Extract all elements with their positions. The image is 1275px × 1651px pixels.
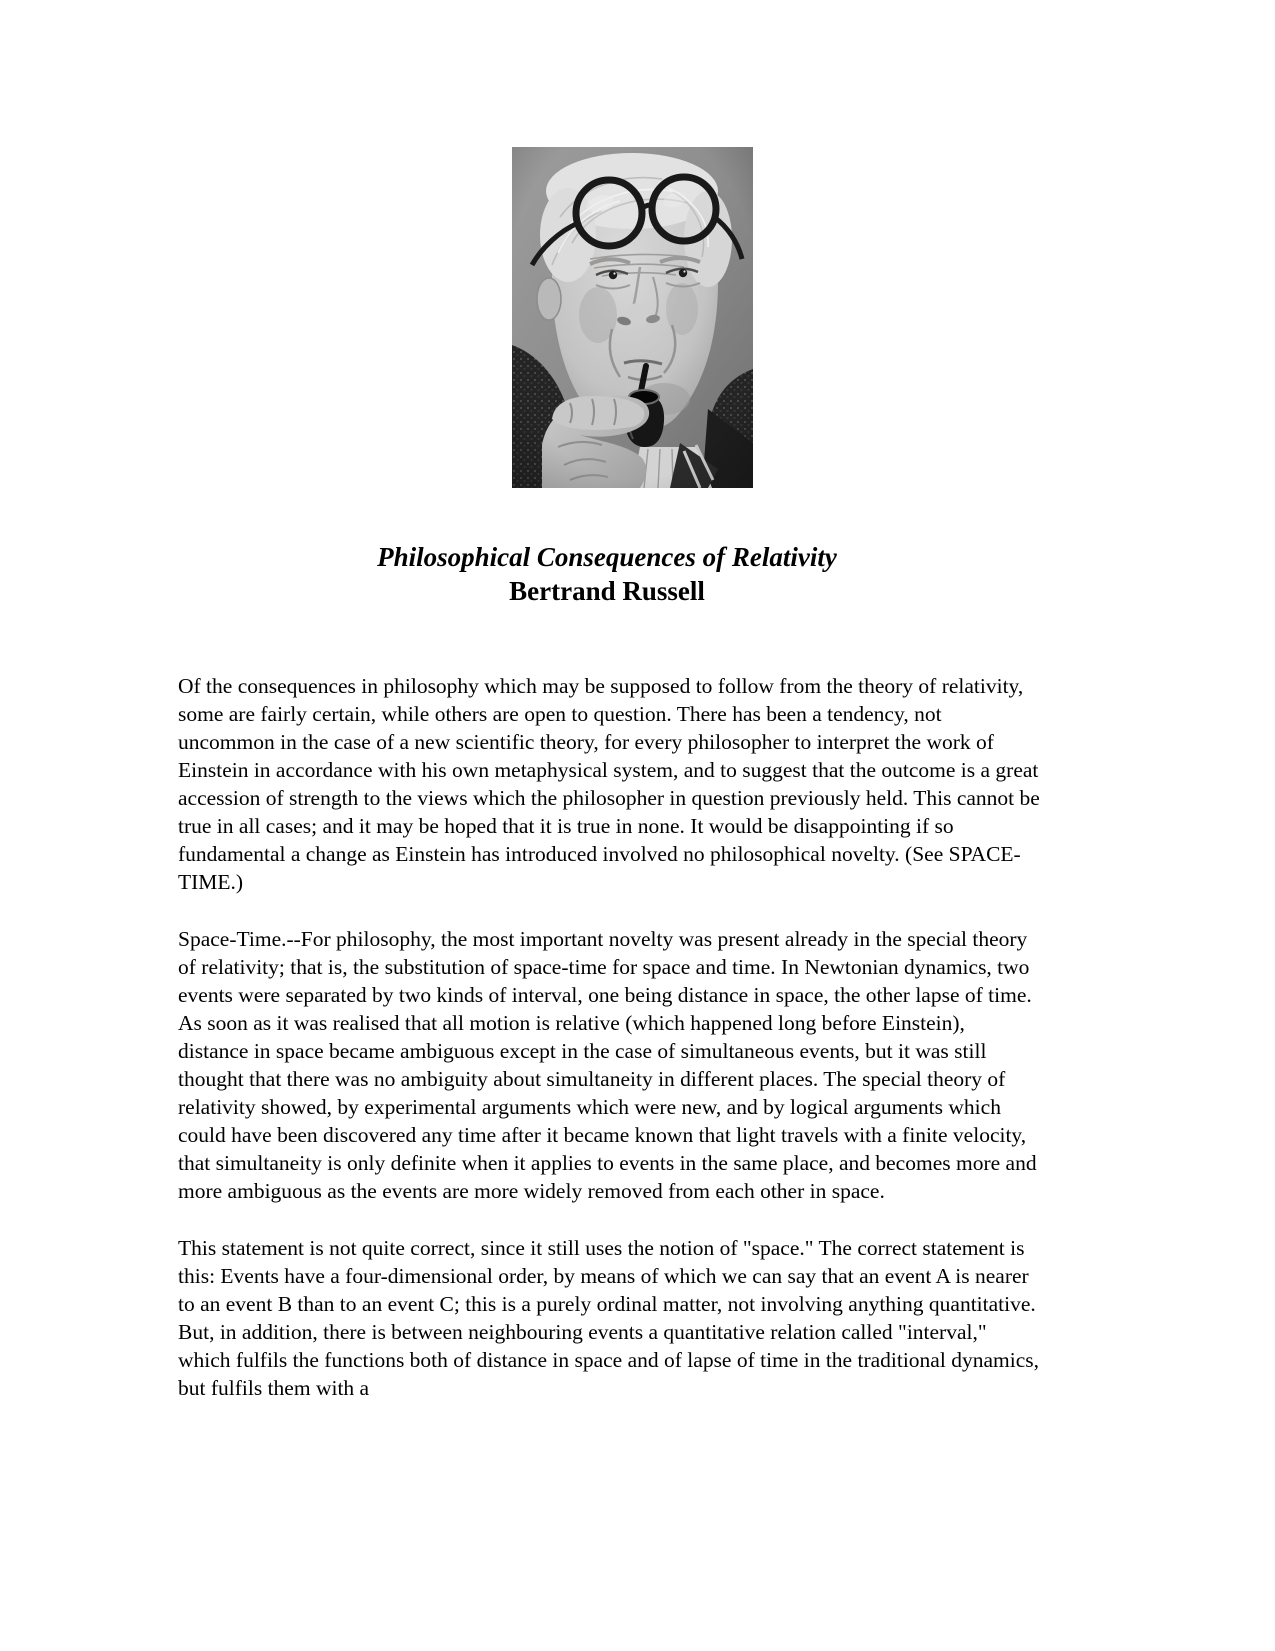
- paragraph-3: This statement is not quite correct, since it still uses the notion of "space." The correct statement is this: Events have a four-dimensional order, by means of which we can say that an event A is nearer to an event B than to an event C; this is a purely ordinal matter, not involving anything quantitative. But, in addition, there is between neighbouring events a quantitative relation called "interval," which fulfils the functions both of distance in space and of lapse of time in the traditional dynamics, but fulfils them with a: [178, 1236, 1039, 1400]
- document-title: Philosophical Consequences of Relativity: [377, 542, 837, 572]
- paragraph-1: Of the consequences in philosophy which may be supposed to follow from the theory of relativity, some are fairly certain, while others are open to question. There has been a tendency, not uncommon in the case of a new scientific theory, for every philosopher to interpret the work of Einstein in accordance with his own metaphysical system, and to suggest that the outcome is a great accession of strength to the views which the philosopher in question previously held. This cannot be true in all cases; and it may be hoped that it is true in none. It would be disappointing if so fundamental a change as Einstein has introduced involved no philosophical novelty. (See SPACE-TIME.): [178, 674, 1040, 894]
- document-body: [178, 672, 1040, 1431]
- bertrand-russell-photo: [512, 147, 753, 488]
- paragraph-2: Space-Time.--For philosophy, the most important novelty was present already in the special theory of relativity; that is, the substitution of space-time for space and time. In Newtonian dynamics, two events were separated by two kinds of interval, one being distance in space, the other lapse of time. As soon as it was realised that all motion is relative (which happened long before Einstein), distance in space became ambiguous except in the case of simultaneous events, but it was still thought that there was no ambiguity about simultaneity in different places. The special theory of relativity showed, by experimental arguments which were new, and by logical arguments which could have been discovered any time after it became known that light travels with a finite velocity, that simultaneity is only definite when it applies to events in the same place, and becomes more and more ambiguous as the events are more widely removed from each other in space.: [178, 927, 1037, 1203]
- document-header: [178, 540, 1036, 608]
- portrait-photo: [512, 147, 753, 488]
- document-author: Bertrand Russell: [509, 576, 705, 606]
